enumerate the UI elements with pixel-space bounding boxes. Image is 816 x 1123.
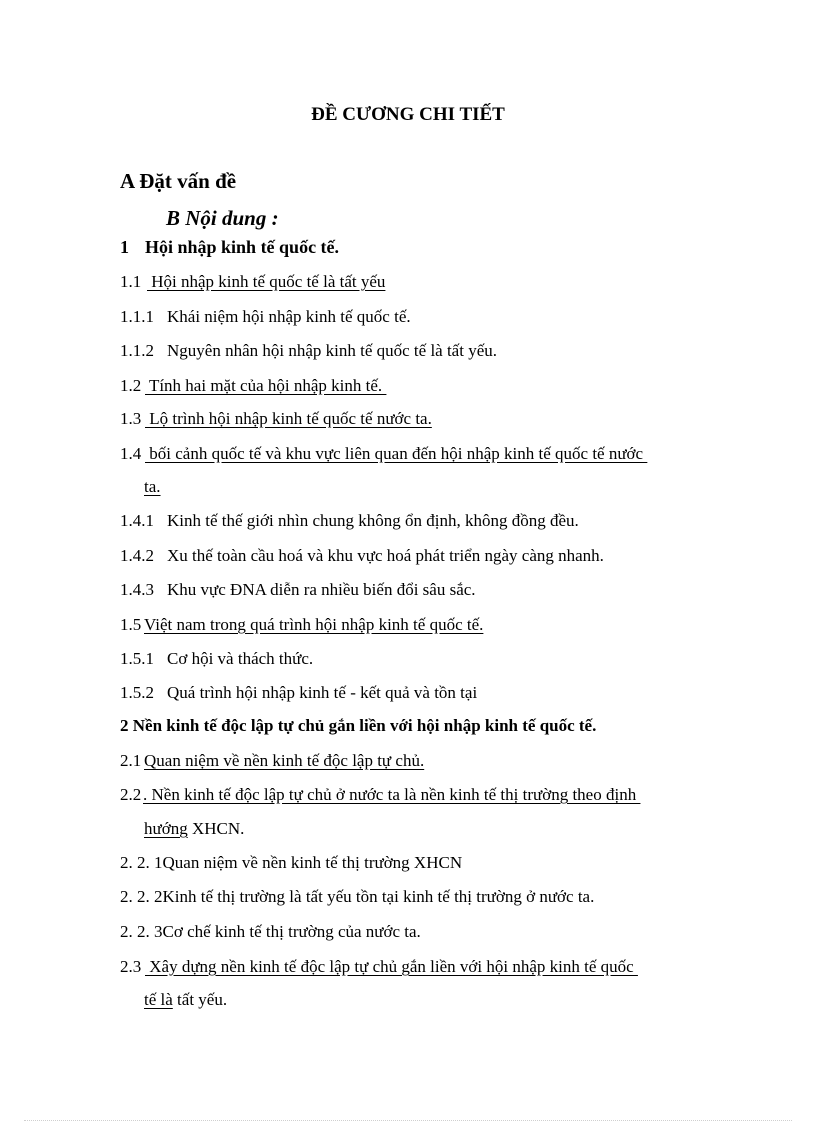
outline-text: Kinh tế thế giới nhìn chung không ổn định, không đồng đều. — [167, 511, 579, 530]
outline-text: 2. 2. 2Kinh tế thị trường là tất yếu tồn tại kinh tế thị trường ở nước ta. — [120, 887, 595, 906]
outline-number: 1.4.1 — [120, 511, 154, 530]
outline-text: Hội nhập kinh tế quốc tế. — [145, 237, 340, 257]
outline-text: 2. 2. 1Quan niệm về nền kinh tế thị trường XHCN — [120, 853, 463, 872]
outline-text: Xu thế toàn cầu hoá và khu vực hoá phát triển ngày càng nhanh. — [167, 546, 604, 565]
outline-text: 2. 2. 3Cơ chế kinh tế thị trường của nước ta. — [120, 922, 421, 941]
outline-item-1-4-3 — [120, 579, 476, 601]
outline-text: XHCN. — [187, 819, 245, 838]
outline-item-1-1 — [120, 271, 385, 293]
outline-text: Quá trình hội nhập kinh tế - kết quả và tồn tại — [167, 683, 478, 702]
outline-item-1-4-2 — [120, 545, 604, 567]
outline-item-1-4-1 — [120, 510, 579, 532]
section-a-heading: A Đặt vấn đề — [120, 169, 237, 193]
outline-item-1-1-1 — [120, 306, 411, 328]
outline-item-2-2-1 — [120, 852, 462, 874]
outline-item-2 — [120, 715, 596, 737]
outline-text: 2 Nền kinh tế độc lập tự chủ gắn liền với hội nhập kinh tế quốc tế. — [120, 716, 597, 735]
outline-item-2-2 — [120, 784, 640, 806]
outline-text: Quan niệm về nền kinh tế độc lập tự chủ. — [144, 751, 425, 770]
outline-number: 1.5.1 — [120, 649, 154, 668]
outline-text: Lộ trình hội nhập kinh tế quốc tế nước ta. — [145, 409, 432, 428]
outline-text: Việt nam trong quá trình hội nhập kinh tế quốc tế. — [144, 615, 484, 634]
outline-text: Cơ hội và thách thức. — [167, 649, 314, 668]
outline-number: 2.3 — [120, 957, 142, 976]
outline-text-underlined: tế là — [144, 990, 173, 1009]
outline-text: Nguyên nhân hội nhập kinh tế quốc tế là tất yếu. — [167, 341, 497, 360]
page-bottom-divider — [24, 1120, 792, 1121]
outline-item-2-3-continuation — [144, 989, 227, 1011]
outline-item-1-5-1 — [120, 648, 313, 670]
outline-number: 1.5.2 — [120, 683, 154, 702]
section-b-heading: B Nội dung : — [166, 206, 279, 230]
outline-item-2-1 — [120, 750, 424, 772]
outline-number: 2.1 — [120, 751, 142, 770]
outline-item-2-3 — [120, 956, 638, 978]
outline-number: 2.2 — [120, 785, 142, 804]
outline-text: bối cảnh quốc tế và khu vực liên quan đến hội nhập kinh tế quốc tế nước — [145, 444, 648, 463]
outline-item-2-2-2 — [120, 886, 594, 908]
outline-text: Xây dựng nền kinh tế độc lập tự chủ gắn liền với hội nhập kinh tế quốc — [145, 957, 638, 976]
outline-number: 1.4.2 — [120, 546, 154, 565]
outline-item-1-5 — [120, 614, 483, 636]
outline-number: 1 — [120, 237, 129, 257]
outline-number: 1.2 — [120, 376, 142, 395]
outline-item-1 — [120, 236, 339, 258]
outline-item-2-2-3 — [120, 921, 421, 943]
outline-text: ta. — [144, 477, 161, 496]
outline-text: Khái niệm hội nhập kinh tế quốc tế. — [167, 307, 411, 326]
outline-item-1-4 — [120, 443, 647, 465]
outline-number: 1.3 — [120, 409, 142, 428]
outline-number: 1.1.2 — [120, 341, 154, 360]
outline-item-1-3 — [120, 408, 432, 430]
outline-item-1-5-2 — [120, 682, 477, 704]
outline-number: 1.1 — [120, 272, 142, 291]
outline-item-2-2-continuation — [144, 818, 244, 840]
outline-text-underlined: hướng — [144, 819, 188, 838]
outline-number: 1.4.3 — [120, 580, 154, 599]
page-title: ĐỀ CƯƠNG CHI TIẾT — [311, 104, 505, 125]
outline-text: . Nền kinh tế độc lập tự chủ ở nước ta là nền kinh tế thị trường theo định — [143, 785, 641, 804]
outline-item-1-4-continuation — [144, 476, 161, 498]
outline-number: 1.4 — [120, 444, 142, 463]
outline-text: tất yếu. — [172, 990, 228, 1009]
outline-text: Tính hai mặt của hội nhập kinh tế. — [145, 376, 387, 395]
outline-text: Hội nhập kinh tế quốc tế là tất yếu — [147, 272, 386, 291]
outline-text: Khu vực ĐNA diễn ra nhiều biến đổi sâu sắc. — [167, 580, 476, 599]
outline-number: 1.1.1 — [120, 307, 154, 326]
outline-item-1-2 — [120, 375, 386, 397]
outline-item-1-1-2 — [120, 340, 497, 362]
outline-number: 1.5 — [120, 615, 142, 634]
